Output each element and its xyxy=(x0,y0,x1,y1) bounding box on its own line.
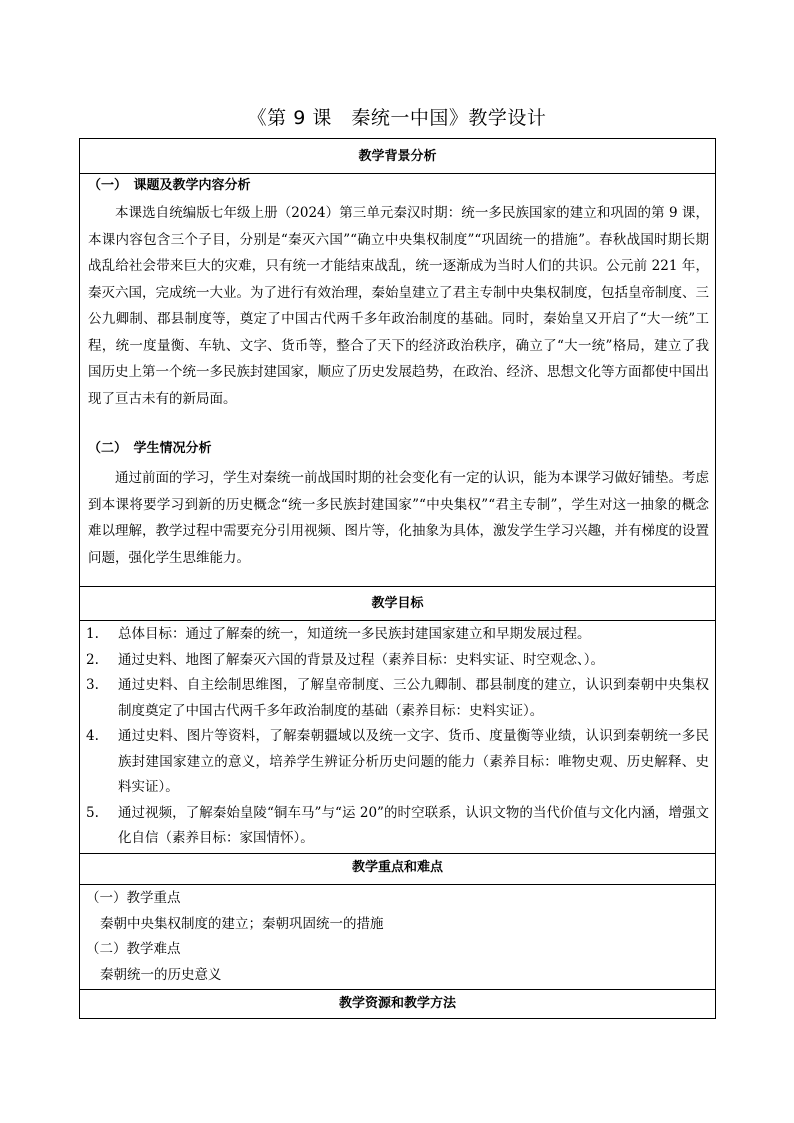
student-analysis-text: 通过前面的学习，学生对秦统一前战国时期的社会变化有一定的认识，能为本课学习做好铺垫。考虑到本课将要学习到新的历史概念“统一多民族封建国家”“中央集权”“君主专制”，学生对这一抽象的概念难以理解，教学过程中需要充分引用视频、图片等，化抽象为具体，激发学生学习兴趣，并有梯度的设置问题，强化学生思维能力。 xyxy=(88,470,709,566)
teaching-difficulty-heading: （二）教学难点 xyxy=(86,941,181,957)
goal-item: 1. 总体目标：通过了解秦的统一，知道统一多民族封建国家建立和早期发展过程。 xyxy=(86,626,591,642)
document-title: 《第 9 课 秦统一中国》教学设计 xyxy=(247,107,547,129)
row-divider xyxy=(80,884,715,885)
background-analysis-header: 教学背景分析 xyxy=(358,149,437,164)
teaching-difficulty-text: 秦朝统一的历史意义 xyxy=(100,966,222,983)
row-divider xyxy=(80,620,715,621)
row-divider xyxy=(80,853,715,854)
goal-item: 4. 通过史料、图片等资料，了解秦朝疆域以及统一文字、货币、度量衡等业绩，认识到秦朝统一多民族封建国家建立的意义，培养学生辨证分析历史问题的能力（素养目标：唯物史观、历史解释、史料实证）。 xyxy=(86,728,709,795)
goal-item: 3. 通过史料、自主绘制思维图，了解皇帝制度、三公九卿制、郡县制度的建立，认识到秦朝中央集权制度奠定了中国古代两千多年政治制度的基础（素养目标：史料实证）。 xyxy=(86,677,709,719)
teaching-focus-heading: （一）教学重点 xyxy=(86,890,181,906)
row-divider xyxy=(80,586,715,587)
teaching-focus-text: 秦朝中央集权制度的建立；秦朝巩固统一的措施 xyxy=(100,915,384,932)
resources-methods-header: 教学资源和教学方法 xyxy=(338,996,456,1011)
key-points-content xyxy=(86,886,709,988)
teaching-goals-header: 教学目标 xyxy=(371,596,424,611)
key-points-header: 教学重点和难点 xyxy=(351,860,443,875)
course-analysis-heading: （一） 课题及教学内容分析 xyxy=(88,178,251,193)
background-content xyxy=(88,175,709,571)
goal-item: 5. 通过视频，了解秦始皇陵“铜车马”与“运 20”的时空联系，认识文物的当代价值与文化内涵，增强文化自信（素养目标：家国情怀）。 xyxy=(86,804,709,846)
goal-item: 2. 通过史料、地图了解秦灭六国的背景及过程（素养目标：史料实证、时空观念、）。 xyxy=(86,651,604,668)
row-divider xyxy=(80,173,715,174)
row-divider xyxy=(80,989,715,990)
teaching-goals-content xyxy=(86,622,709,852)
course-analysis-text: 本课选自统编版七年级上册（2024）第三单元秦汉时期：统一多民族国家的建立和巩固的第 9 课，本课内容包含三个子目，分别是“秦灭六国”“确立中央集权制度”“巩固统一的措施”。春秋战国时期长期战乱给社会带来巨大的灾难，只有统一才能结束战乱，统一逐渐成为当时人们的共识。公元前 221 年，秦灭六国，完成统一大业。为了进行有效治理，秦始皇建立了君主专制中央集权制度，包括皇帝制度、三公九卿制、郡县制度等，奠定了中国古代两千多年政治制度的基础。同时，秦始皇又开启了“大一统”工程，统一度量衡、车轨、文字、货币等，整合了天下的经济政治秩序，确立了“大一统”格局，建立了我国历史上第一个统一多民族封建国家，顺应了历史发展趋势，在政治、经济、思想文化等方面都使中国出现了亘古未有的新局面。 xyxy=(88,205,709,407)
student-analysis-heading: （二） 学生情况分析 xyxy=(88,441,212,456)
lesson-plan-table xyxy=(79,138,716,1019)
